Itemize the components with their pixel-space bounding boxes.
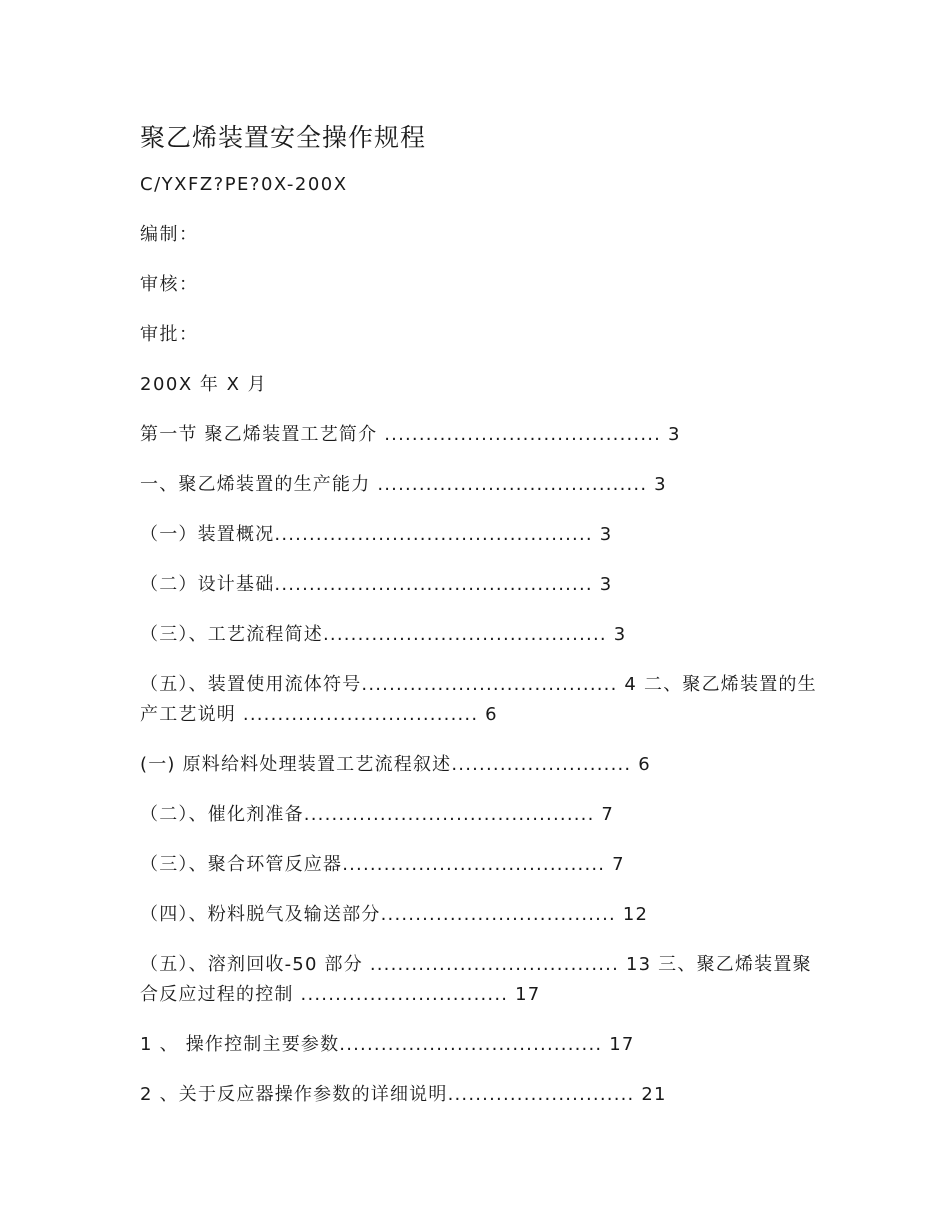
toc-entry[interactable]: （二）、催化剂准备.......................................... 7: [140, 804, 615, 825]
toc-entry[interactable]: （三）、工艺流程简述......................................... 3: [140, 624, 627, 645]
table-of-contents: [140, 420, 820, 1110]
toc-entry[interactable]: （一）装置概况.............................................. 3: [140, 524, 613, 545]
toc-entry[interactable]: （五）、装置使用流体符号..................................... 4 二、聚乙烯装置的生产工艺说明 .................................. 6: [140, 674, 817, 725]
toc-entry[interactable]: (一) 原料给料处理装置工艺流程叙述.......................... 6: [140, 754, 651, 775]
toc-entry[interactable]: 1 、 操作控制主要参数...................................... 17: [140, 1034, 635, 1055]
toc-entry[interactable]: （三）、聚合环管反应器...................................... 7: [140, 854, 625, 875]
toc-entry[interactable]: 一、聚乙烯装置的生产能力 ....................................... 3: [140, 474, 667, 495]
prepared-by-label: 编制：: [140, 224, 199, 245]
approved-by-label: 审批：: [140, 324, 199, 345]
document-date: 200X 年 X 月: [140, 374, 268, 395]
document-title: 聚乙烯装置安全操作规程: [140, 123, 427, 152]
toc-entry[interactable]: （四）、粉料脱气及输送部分.................................. 12: [140, 904, 649, 925]
document-code: C/YXFZ?PE?0X-200X: [140, 174, 348, 195]
toc-entry[interactable]: （五）、溶剂回收-50 部分 .................................... 13 三、聚乙烯装置聚合反应过程的控制 .............................. 17: [140, 954, 812, 1005]
toc-entry[interactable]: 第一节 聚乙烯装置工艺简介 ........................................ 3: [140, 424, 681, 445]
toc-entry[interactable]: （二）设计基础.............................................. 3: [140, 574, 613, 595]
reviewed-by-label: 审核：: [140, 274, 199, 295]
document-content: [140, 118, 820, 1130]
toc-entry[interactable]: 2 、关于反应器操作参数的详细说明........................... 21: [140, 1084, 667, 1105]
